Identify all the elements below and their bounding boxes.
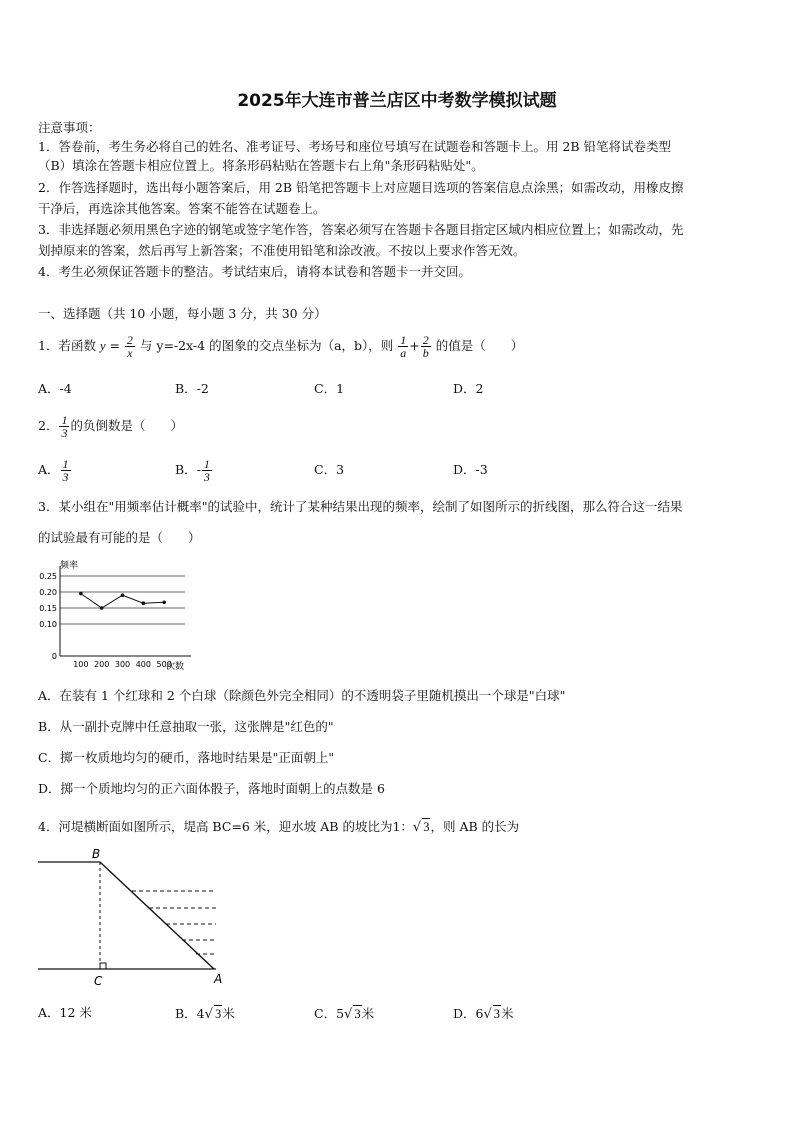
option-label: D．6 (453, 1006, 484, 1021)
radicand: 3 (354, 1007, 361, 1021)
chart-data-point (121, 593, 125, 597)
chart-xtick-label: 100 (73, 660, 89, 669)
sqrt-icon: √ (412, 820, 422, 835)
chart-xlabel: 次数 (166, 662, 185, 672)
q4-text: 4．河堤横断面如图所示，堤高 BC=6 米，迎水坡 AB 的坡比为1： (38, 819, 413, 834)
q4-option-c[interactable] (314, 1005, 374, 1023)
notice-line: （B）填涂在答题卡相应位置上。将条形码粘贴在答题卡右上角"条形码粘贴处"。 (38, 158, 484, 173)
chart-data-point (162, 600, 166, 604)
question-4 (38, 818, 519, 836)
q2-number: 2． (38, 418, 59, 433)
chart-data-point (79, 592, 83, 596)
slope-ab (100, 862, 214, 969)
chart-series (79, 592, 166, 610)
chart-ytick-label: 0.15 (39, 604, 57, 613)
q2-option-a[interactable] (38, 455, 72, 485)
frac-den: 3 (203, 470, 210, 484)
chart-ytick-label: 0.25 (39, 572, 57, 581)
q1-option-a[interactable]: A．-4 (38, 381, 72, 396)
chart-data-point (142, 601, 146, 605)
chart-ticks (39, 572, 172, 669)
frac-den: 3 (62, 470, 69, 484)
chart-ytick-label: 0.20 (39, 588, 57, 597)
q1-fraction (421, 334, 431, 359)
chart-xtick-label: 400 (135, 660, 151, 669)
q2-option-fraction (61, 458, 71, 483)
q1-fraction (398, 334, 408, 359)
q2-option-c[interactable]: C．3 (314, 462, 345, 477)
q1-option-d[interactable]: D．2 (453, 381, 484, 396)
section-heading: 一、选择题（共 10 小题，每小题 3 分，共 30 分） (38, 306, 327, 321)
frac-num: 1 (61, 413, 68, 427)
sqrt-icon: √ (483, 1007, 492, 1022)
frac-num: 2 (126, 333, 133, 347)
q4-text: ，则 AB 的长为 (430, 819, 520, 834)
q1-option-b[interactable]: B．-2 (175, 381, 209, 396)
notice-heading: 注意事项： (38, 120, 101, 135)
chart-axes (60, 566, 191, 656)
q2-option-d[interactable]: D．-3 (453, 462, 488, 477)
page-title: 2025年大连市普兰店区中考数学模拟试题 (237, 91, 557, 111)
radicand: 3 (214, 1007, 222, 1021)
frac-den: x (127, 346, 133, 360)
radicand: 3 (493, 1007, 501, 1021)
q3-text: 的试验最有可能的是（ ） (38, 530, 201, 545)
frac-den: a (400, 346, 407, 360)
embankment-diagram (36, 846, 236, 991)
notice-line: 4．考生必须保证答题卡的整洁。考试结束后，请将本试卷和答题卡一并交回。 (38, 264, 471, 279)
q1-plus: + (409, 338, 420, 353)
label-a: A (214, 972, 223, 986)
q2-text: 的负倒数是（ ） (70, 418, 183, 433)
notice-line: 3．非选择题必须用黑色字迹的钢笔或签字笔作答，答案必须写在答题卡各题目指定区域内相应位置上；如需改动，先 (38, 222, 684, 237)
question-1 (38, 331, 523, 361)
chart-ylabel: 频率 (60, 561, 79, 571)
sqrt-icon: √ (344, 1007, 353, 1022)
option-unit: 米 (222, 1006, 235, 1021)
q3-option-c[interactable]: C．掷一枚质地均匀的硬币，落地时结果是"正面朝上" (38, 750, 335, 765)
chart-ytick-label: 0.10 (39, 620, 57, 629)
notice-line: 干净后，再选涂其他答案。答案不能答在试题卷上。 (38, 201, 326, 216)
option-label: C．5 (314, 1006, 345, 1021)
q2-option-fraction (202, 458, 212, 483)
chart-xtick-label: 200 (94, 660, 110, 669)
q2-option-b[interactable] (175, 455, 213, 485)
question-2 (38, 411, 183, 441)
q1-fraction (125, 334, 135, 359)
notice-line: 2．作答选择题时，选出每小题答案后，用 2B 铅笔把答题卡上对应题目选项的答案信息点涂黑；如需改动，用橡皮擦 (38, 180, 684, 195)
chart-ytick-label: 0 (51, 652, 57, 661)
q1-equals: = (105, 338, 124, 353)
frac-den: b (422, 346, 429, 360)
option-unit: 米 (361, 1006, 375, 1021)
q1-option-c[interactable]: C．1 (314, 381, 345, 396)
option-label: A．12 米 (38, 1005, 92, 1020)
option-label: B．4 (175, 1006, 205, 1021)
q3-option-d[interactable]: D．掷一个质地均匀的正六面体骰子，落地时面朝上的点数是 6 (38, 781, 385, 796)
q1-var-y: y (99, 339, 106, 353)
option-label: B．- (175, 462, 201, 477)
frac-num: 1 (62, 457, 69, 471)
q3-option-b[interactable]: B．从一副扑克牌中任意抽取一张，这张牌是"红色的" (38, 719, 334, 734)
frac-den: 3 (61, 426, 68, 440)
frac-num: 2 (422, 333, 429, 347)
q1-text: 1．若函数 (38, 338, 96, 353)
chart-data-point (100, 606, 104, 610)
notice-line: 划掉原来的答案，然后再写上新答案；不准使用铅笔和涂改液。不按以上要求作答无效。 (38, 243, 526, 258)
sqrt-icon: √ (204, 1007, 213, 1022)
frequency-line-chart (30, 556, 200, 674)
q4-option-a[interactable] (38, 1005, 92, 1021)
q1-text: 的值是（ ） (435, 338, 524, 353)
q3-option-a[interactable]: A．在装有 1 个红球和 2 个白球（除颜色外完全相同）的不透明袋子里随机摸出一个球是"白球" (38, 688, 566, 703)
radicand: 3 (423, 820, 430, 834)
q4-option-b[interactable] (175, 1005, 235, 1023)
label-b: B (92, 847, 101, 861)
label-c: C (94, 974, 103, 988)
q3-text: 3．某小组在"用频率估计概率"的试验中，统计了某种结果出现的频率，绘制了如图所示的折线图，那么符合这一结果 (38, 499, 683, 514)
option-label: A． (38, 462, 60, 477)
notice-line: 1．答卷前，考生务必将自己的姓名、准考证号、考场号和座位号填写在试题卷和答题卡上。用 2B 铅笔将试卷类型 (38, 139, 672, 154)
frac-num: 1 (400, 333, 407, 347)
right-angle-mark (100, 963, 106, 969)
chart-xtick-label: 300 (114, 660, 131, 669)
q2-fraction (59, 414, 69, 439)
frac-num: 1 (203, 457, 210, 471)
q1-text: 与 y=-2x-4 的图象的交点坐标为（a，b），则 (139, 338, 394, 353)
chart-grid (60, 576, 185, 624)
option-unit: 米 (501, 1006, 514, 1021)
q4-option-d[interactable] (453, 1005, 514, 1023)
chart-xtick-label: 500 (156, 660, 172, 669)
